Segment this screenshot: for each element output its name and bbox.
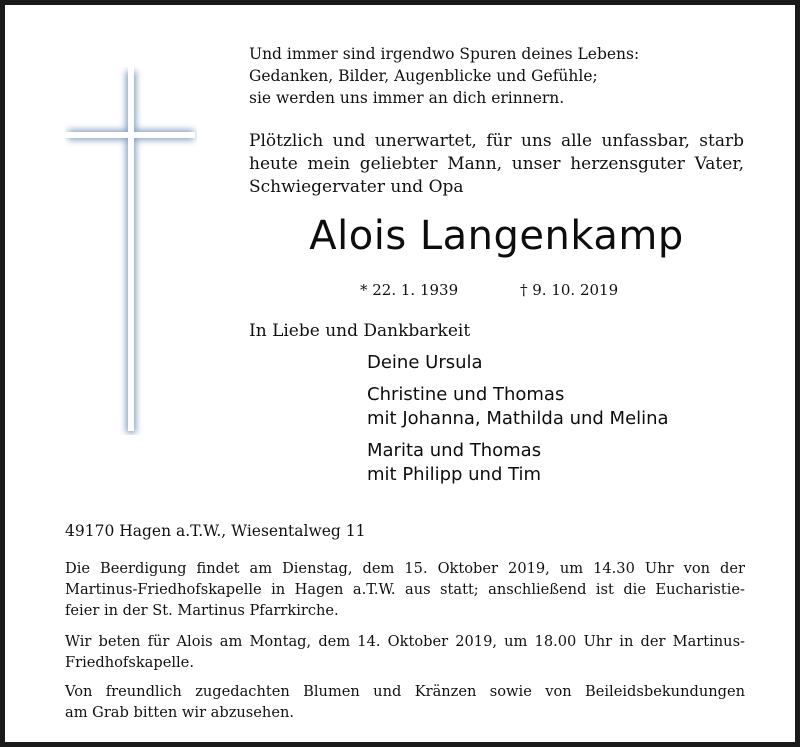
announcement-line: Schwiegervater und Opa [249,177,464,197]
memorial-poem [249,43,639,109]
family-member: Christine und Thomas [367,384,565,405]
prayer-notice [65,631,745,673]
funeral-notice [65,558,745,621]
family-member: Marita und Thomas [367,440,542,461]
notice-line: Friedhofskapelle. [65,654,194,671]
poem-line: Und immer sind irgendwo Spuren deines Lebens: [249,45,640,63]
notice-line: Martinus-Friedhofskapelle in Hagen a.T.W. aus statt; anschließend ist die Eucharistie- [65,581,745,598]
cross-symbol [65,67,197,435]
announcement-line: Plötzlich und unerwartet, für uns alle unfassbar, starb [249,131,744,151]
family-group [367,439,669,487]
notice-line: Wir beten für Alois am Montag, dem 14. Oktober 2019, um 18.00 Uhr in der Martinus- [65,633,745,650]
family-member: Deine Ursula [367,352,483,373]
announcement-line: heute mein geliebter Mann, unser herzensguter Vater, [249,154,744,174]
death-date: † 9. 10. 2019 [520,281,619,299]
notice-line: feier in der St. Martinus Pfarrkirche. [65,602,339,619]
deceased-name: Alois Langenkamp [309,213,684,259]
closing-phrase: In Liebe und Dankbarkeit [249,321,471,341]
birth-date: * 22. 1. 1939 [360,281,459,299]
death-announcement [249,130,744,199]
poem-line: Gedanken, Bilder, Augenblicke und Gefühle; [249,67,598,85]
poem-line: sie werden uns immer an dich erinnern. [249,89,565,107]
notice-line: Die Beerdigung findet am Dienstag, dem 15. Oktober 2019, um 14.30 Uhr von der [65,560,745,577]
family-list [367,351,669,495]
family-member: mit Johanna, Mathilda und Melina [367,408,669,429]
family-address: 49170 Hagen a.T.W., Wiesentalweg 11 [65,522,366,540]
flowers-notice [65,681,745,723]
notice-line: am Grab bitten wir abzusehen. [65,704,295,721]
cross-icon [65,67,197,435]
notice-line: Von freundlich zugedachten Blumen und Kränzen sowie von Beileidsbekundungen [65,683,745,700]
life-dates [360,281,618,299]
family-group [367,351,669,375]
family-member: mit Philipp und Tim [367,464,542,485]
family-group [367,383,669,431]
